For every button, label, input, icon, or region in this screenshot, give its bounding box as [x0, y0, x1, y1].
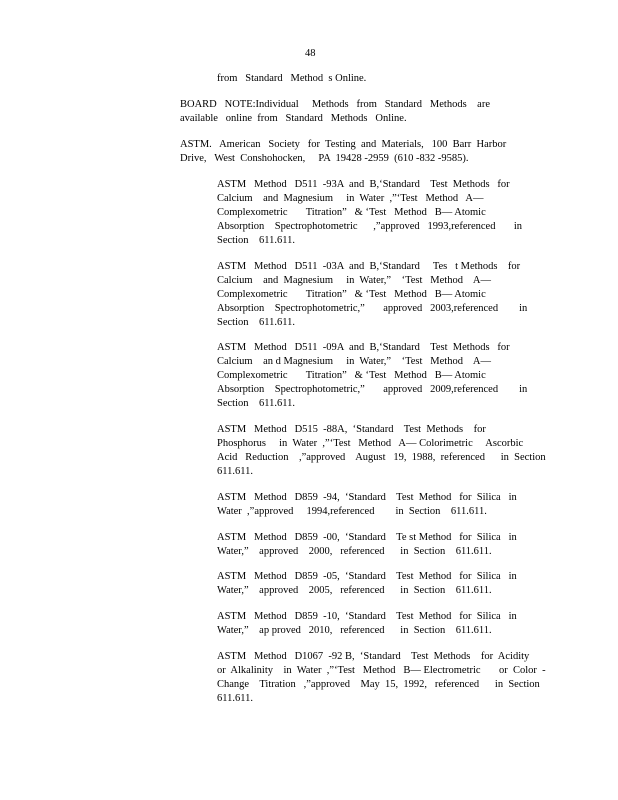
board-note-line: BOARD NOTE:Individual Methods from Standard Methods are — [180, 99, 491, 110]
entry-line: Water,” approved 2000, referenced in Section 611.611. — [217, 546, 492, 557]
entry-line: or Alkalinity in Water ,”‘Test Method B— Electrometric or Color - — [217, 665, 546, 676]
astm-address-line: ASTM. American Society for Testing and Materials, 100 Barr Harbor — [180, 139, 507, 150]
entry-line: Calcium an d Magnesium in Water,” ‘Test Method A— — [217, 356, 491, 367]
entry-line: ASTM Method D511 -09A and B,‘Standard Test Methods for — [217, 342, 510, 353]
entry-line: 611.611. — [217, 693, 253, 704]
entry-line: Absorption Spectrophotometric,” approved 2009,referenced in — [217, 384, 528, 395]
entry-line: Water,” approved 2005, referenced in Section 611.611. — [217, 585, 492, 596]
entry-line: Water,” ap proved 2010, referenced in Section 611.611. — [217, 625, 492, 636]
entry-line: Section 611.611. — [217, 398, 295, 409]
intro-line: from Standard Method s Online. — [217, 73, 367, 84]
page-number: 48 — [305, 48, 316, 59]
entry-line: Absorption Spectrophotometric,” approved 2003,referenced in — [217, 303, 528, 314]
entry-line: ASTM Method D515 -88A, ‘Standard Test Methods for — [217, 424, 486, 435]
entry-line: Complexometric Titration” & ‘Test Method B— Atomic — [217, 207, 486, 218]
entry-line: ASTM Method D1067 -92 B, ‘Standard Test Methods for Acidity — [217, 651, 530, 662]
entry-line: Change Titration ,”approved May 15, 1992, referenced in Section — [217, 679, 540, 690]
entry-line: Complexometric Titration” & ‘Test Method B— Atomic — [217, 370, 486, 381]
entry-line: ASTM Method D859 -94, ‘Standard Test Method for Silica in — [217, 492, 517, 503]
entry-line: Water ,”approved 1994,referenced in Section 611.611. — [217, 506, 487, 517]
astm-address-line: Drive, West Conshohocken, PA 19428 -2959 (610 -832 -9585). — [180, 153, 469, 164]
entry-line: ASTM Method D859 -10, ‘Standard Test Method for Silica in — [217, 611, 517, 622]
entry-line: Section 611.611. — [217, 235, 295, 246]
entry-line: Section 611.611. — [217, 317, 295, 328]
entry-line: ASTM Method D511 -03A and B,‘Standard Tes t Methods for — [217, 261, 521, 272]
entry-line: Calcium and Magnesium in Water ,”‘Test Method A— — [217, 193, 484, 204]
entry-line: Complexometric Titration” & ‘Test Method B— Atomic — [217, 289, 486, 300]
entry-line: ASTM Method D859 -05, ‘Standard Test Method for Silica in — [217, 571, 517, 582]
entry-line: 611.611. — [217, 466, 253, 477]
entry-line: Absorption Spectrophotometric ,”approved 1993,referenced in — [217, 221, 522, 232]
entry-line: Calcium and Magnesium in Water,” ‘Test Method A— — [217, 275, 491, 286]
entry-line: ASTM Method D511 -93A and B,‘Standard Test Methods for — [217, 179, 510, 190]
entry-line: Acid Reduction ,”approved August 19, 1988, referenced in Section — [217, 452, 546, 463]
entry-line: Phosphorus in Water ,”‘Test Method A— Colorimetric Ascorbic — [217, 438, 524, 449]
entry-line: ASTM Method D859 -00, ‘Standard Te st Method for Silica in — [217, 532, 517, 543]
board-note-line: available online from Standard Methods Online. — [180, 113, 407, 124]
